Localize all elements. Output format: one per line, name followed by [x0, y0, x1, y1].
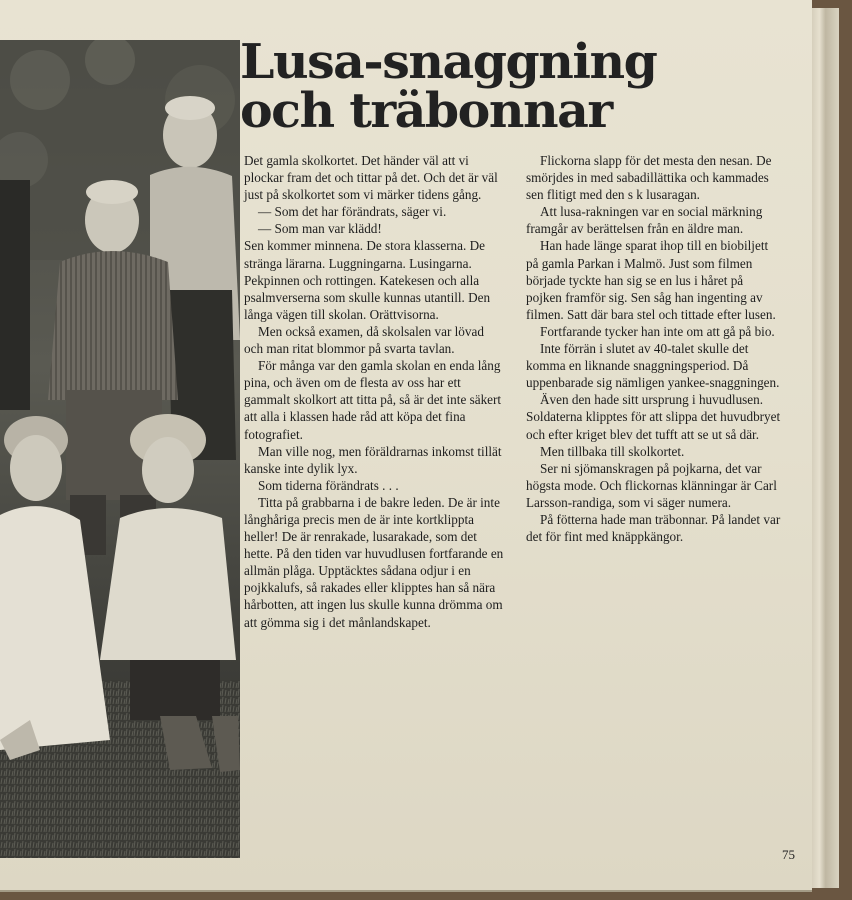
paragraph: Titta på grabbarna i de bakre leden. De är inte långhåriga precis men de är inte kortklippta heller! De är renrakade, lusarakade, som det hette. På den tiden var huvudlusen fortfarande en allmän plåga. Upptäcktes sådana odjur i en pojkkalufs, så rakades eller klipptes han så nära hårbotten, att ingen lus skulle kunna drömma om att gömma sig i det månlandskapet. — [244, 494, 504, 630]
paragraph: För många var den gamla skolan en enda lång pina, och även om de flesta av oss har ett gammalt skolkort att titta på, så är det inte säkert att alla i klassen hade råd att köpa det fina fotografiet. — [244, 358, 502, 442]
paragraph: Sen kommer minnena. De stora klasserna. De stränga lärarna. Luggningarna. Lusingarna. Pekpinnen och rottingen. Katekesen och alla psalmverserna som skulle kunnas utantill. Den långa vägen till skolan. Orättvisorna. — [244, 238, 491, 322]
paragraph: Fortfarande tycker han inte om att gå på bio. — [540, 323, 775, 339]
class-photo — [0, 40, 240, 858]
paragraph: Inte förrän i slutet av 40-talet skulle det komma en liknande snaggningsperiod. Då uppenbarade sig nämligen yankee-snaggningen. — [526, 341, 780, 391]
article-title-line-2: och träbonnar — [240, 82, 612, 139]
article-title-line-1: Lusa-snaggning — [240, 33, 657, 90]
paragraph: — Som man var klädd! — [258, 221, 382, 237]
text-column-right — [526, 152, 782, 545]
text-column-left — [244, 152, 506, 631]
paragraph: Som tiderna förändrats . . . — [258, 477, 399, 493]
paragraph: Det gamla skolkortet. Det händer väl att vi plockar fram det och tittar på det. Och det är väl just på skolkortet som vi märker tidens gång. — [244, 153, 498, 203]
class-photo-drawing — [0, 40, 240, 858]
paragraph: Även den hade sitt ursprung i huvudlusen. Soldaterna klipptes för att slippa det huvudbryet och efter kriget blev det tufft att se ut så där. — [526, 392, 781, 442]
paragraph: — Som det har förändrats, säger vi. — [258, 204, 447, 220]
paragraph: Han hade länge sparat ihop till en biobiljett på gamla Parkan i Malmö. Just som filmen började tyckte han sig se en lus i håret på pojken framför sig. Sen såg han ingenting av filmen. Satt där bara stel och tittade efter lusen. — [526, 238, 776, 322]
paragraph: På fötterna hade man träbonnar. På landet var det för fint med knäppkängor. — [526, 511, 781, 545]
page-number: 75 — [782, 847, 795, 862]
paragraph: Flickorna slapp för det mesta den nesan. De smörjdes in med sabadillättika och kammades sen flitigt med den s k lusaragan. — [526, 153, 772, 203]
paragraph: Man ville nog, men föräldrarnas inkomst tillät kanske inte dylik lyx. — [244, 443, 502, 476]
paragraph: Ser ni sjömanskragen på pojkarna, det var högsta mode. Och flickornas klänningar är Carl Larsson-randiga, som vi säger numera. — [526, 460, 777, 510]
paragraph: Men också examen, då skolsalen var lövad och man ritat blommor på svarta tavlan. — [244, 323, 484, 357]
article-title — [240, 33, 780, 139]
paragraph: Att lusa-rakningen var en social märkning framgår av berättelsen från en äldre man. — [526, 204, 763, 237]
page-edge — [808, 8, 839, 888]
paragraph: Men tillbaka till skolkortet. — [540, 443, 685, 459]
